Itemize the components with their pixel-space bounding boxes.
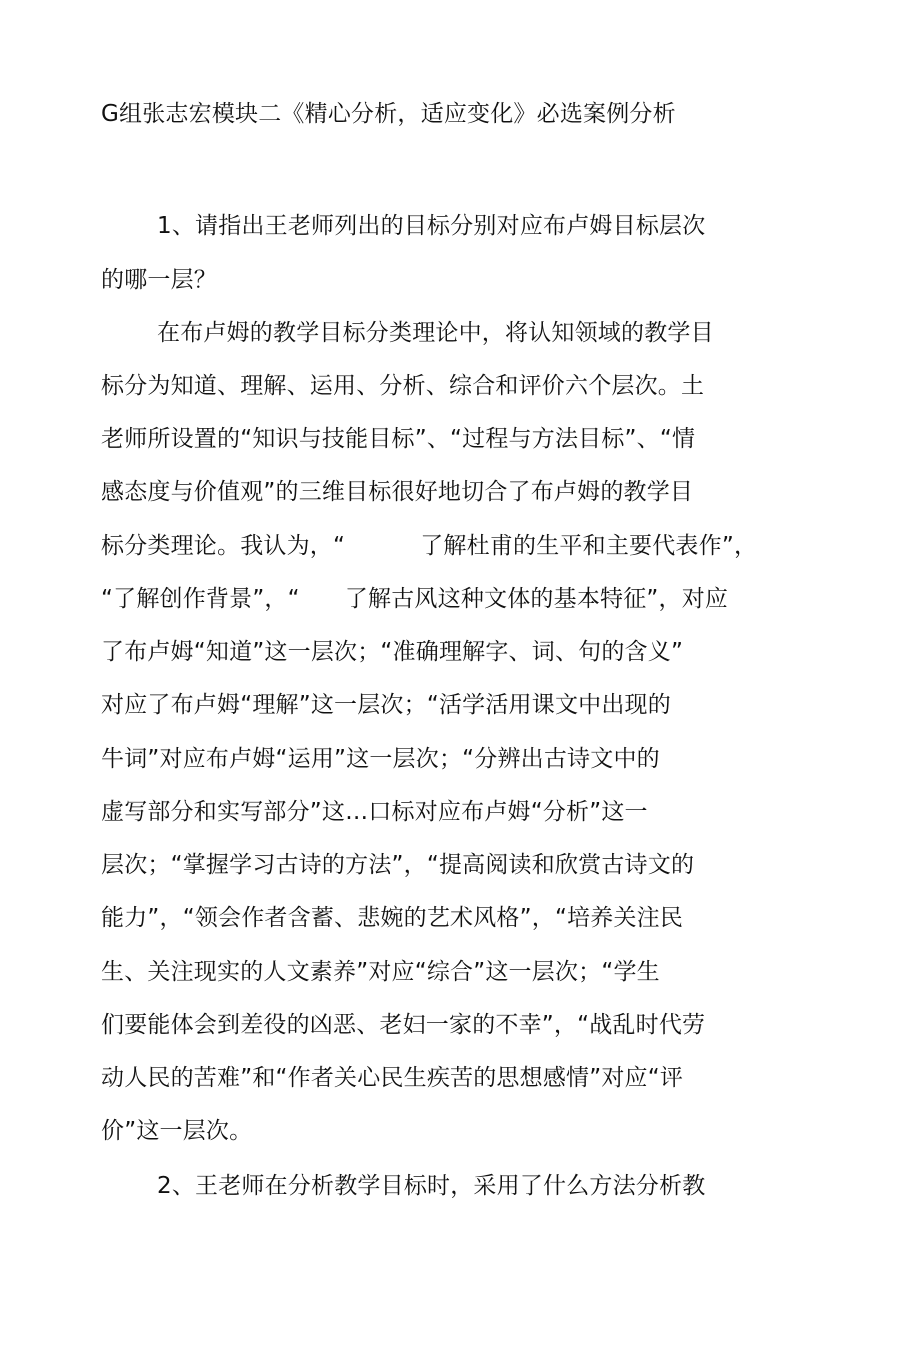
answer-1-line-8: 对应了布卢姆“理解”这一层次；“活学活用课文中出现的 xyxy=(101,692,671,718)
answer-1-line-3: 老师所设置的“知识与技能目标”、“过程与方法目标”、“情 xyxy=(101,426,696,452)
document-title: G组张志宏模块二《精心分析，适应变化》必选案例分析 xyxy=(101,101,676,127)
answer-1-line-11: 层次；“掌握学习古诗的方法”，“提高阅读和欣赏古诗文的 xyxy=(101,852,695,878)
answer-1-line-6: “了解创作背景”，“ 了解古风这种文体的基本特征”，对应 xyxy=(101,586,729,612)
answer-1-line-1: 在布卢姆的教学目标分类理论中，将认知领域的教学目 xyxy=(157,320,714,346)
answer-1-line-10: 虚写部分和实写部分”这…口标对应布卢姆“分析”这一 xyxy=(101,799,648,825)
question-1-line-2: 的哪一层？ xyxy=(101,267,217,293)
answer-1-line-16: 价”这一层次。 xyxy=(101,1118,253,1144)
question-2-line-1: 2、王老师在分析教学目标时，采用了什么方法分析教 xyxy=(157,1173,706,1199)
answer-1-line-2: 标分为知道、理解、运用、分析、综合和评价六个层次。土 xyxy=(101,373,705,399)
answer-1-line-14: 们要能体会到差役的凶恶、老妇一家的不幸”，“战乱时代劳 xyxy=(101,1012,706,1038)
answer-1-line-15: 动人民的苦难”和“作者关心民生疾苦的思想感情”对应“评 xyxy=(101,1065,684,1091)
answer-1-line-12: 能力”，“领会作者含蓄、悲婉的艺术风格”，“培养关注民 xyxy=(101,905,684,931)
answer-1-line-5: 标分类理论。我认为，“ 了解杜甫的生平和主要代表作”， xyxy=(101,533,758,559)
answer-1-line-7: 了布卢姆“知道”这一层次；“准确理解字、词、句的含义” xyxy=(101,639,684,665)
question-1-line-1: 1、请指出王老师列出的目标分别对应布卢姆目标层次 xyxy=(157,213,706,239)
answer-1-line-4: 感态度与价值观”的三维目标很好地切合了布卢姆的教学目 xyxy=(101,479,694,505)
answer-1-line-9: 牛词”对应布卢姆“运用”这一层次；“分辨出古诗文中的 xyxy=(101,746,660,772)
answer-1-line-13: 生、关注现实的人文素养”对应“综合”这一层次；“学生 xyxy=(101,959,660,985)
